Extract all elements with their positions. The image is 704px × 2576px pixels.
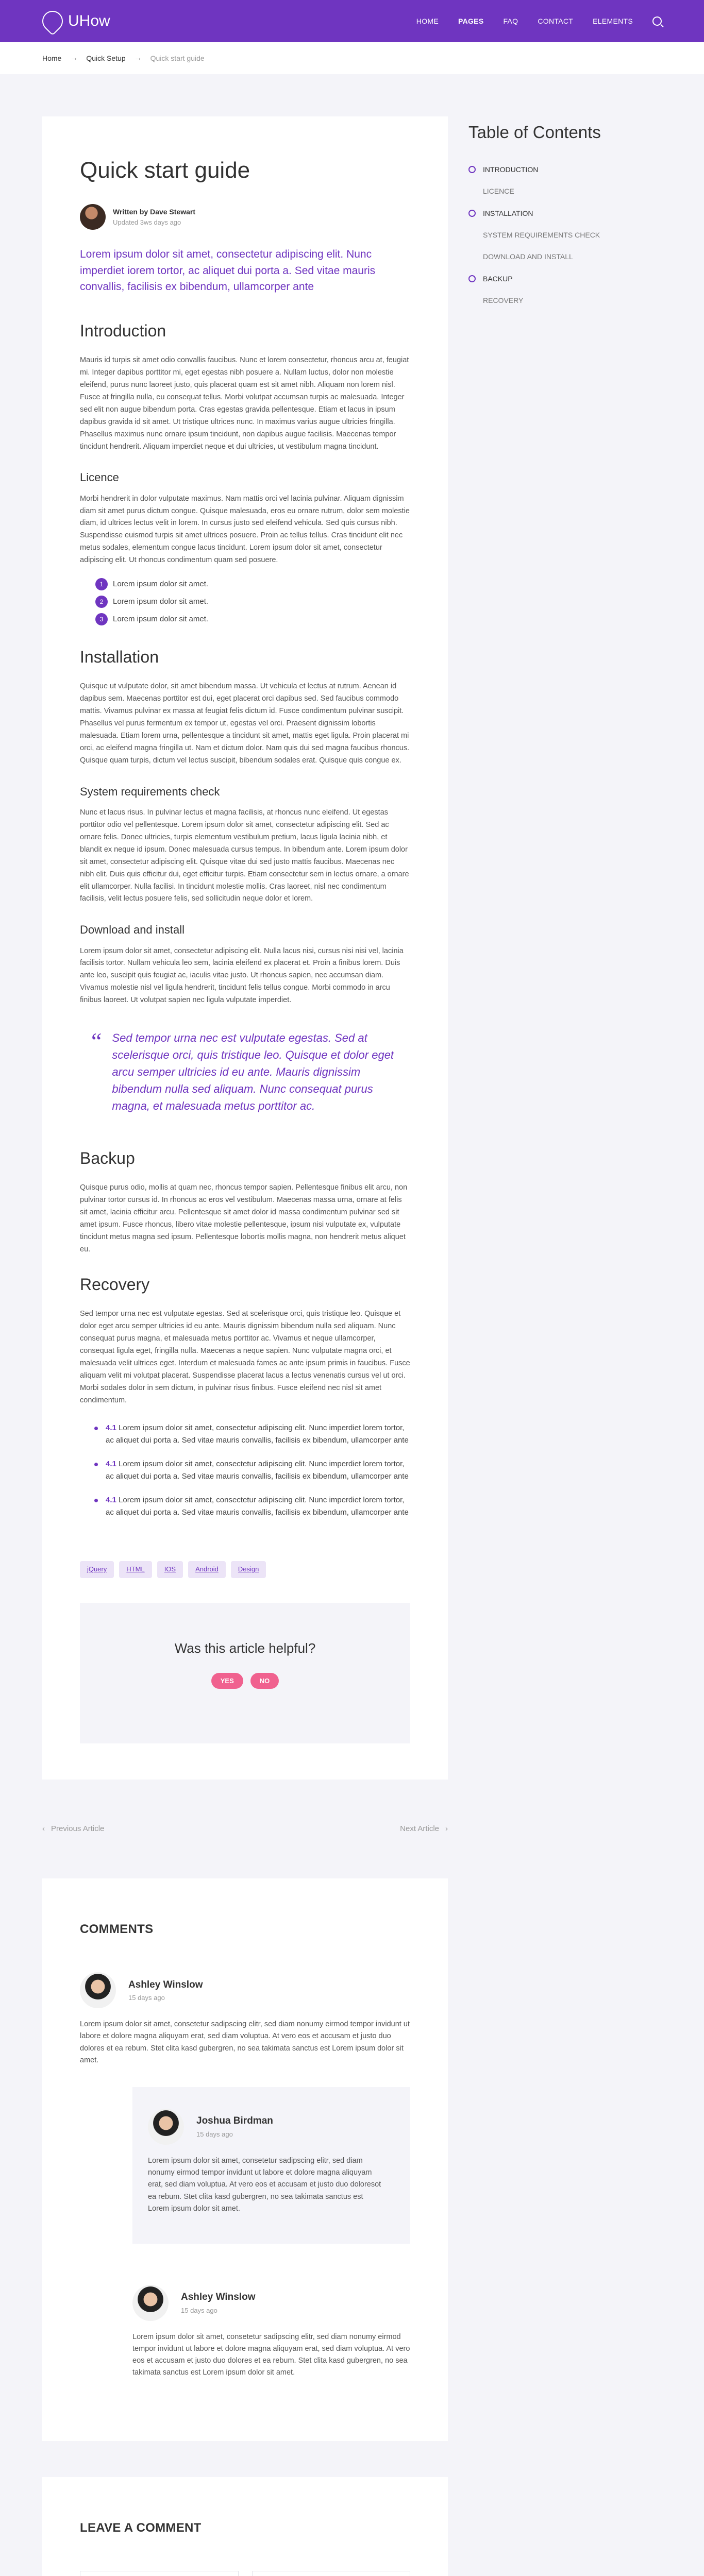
comment-text: Lorem ipsum dolor sit amet, consetetur sadipscing elitr, sed diam nonumy eirmod tempor invidunt ut labore et dolore magna aliquyam erat, sed diam voluptua. At vero eos et accusam et justo duo dolores et ea rebum. Stet clita kasd gubergren, no sea takimata sanctus est Lorem ipsum dolor sit amet. <box>80 2020 410 2064</box>
main-nav <box>416 15 662 27</box>
heading-system-requirements: System requirements check <box>80 785 220 798</box>
list-item: 2 Lorem ipsum dolor sit amet. <box>95 596 410 608</box>
comment <box>80 1972 410 2066</box>
breadcrumb-section[interactable]: Quick Setup <box>86 54 126 62</box>
list-item: 4.1 Lorem ipsum dolor sit amet, consectetur adipiscing elit. Nunc imperdiet lorem tortor, ac aliquet dui porta a. Sed vitae mauris convallis, facilisis ex bibendum, ullamcorper ante <box>94 1458 410 1483</box>
list-item: 3 Lorem ipsum dolor sit amet. <box>95 613 410 625</box>
quote-text: Sed tempor urna nec est vulputate egestas. Sed at scelerisque orci, quis tristique leo. Quisque et dolor eget arcu semper ultricies id eu ante. Mauris dignissim bibendum nulla sed aliquam. Nunc consequat purus magna, et malesuada metus porttitor ac. <box>112 1031 394 1113</box>
nav-contact[interactable]: CONTACT <box>538 16 574 25</box>
helpful-yes-button[interactable]: YES <box>211 1673 243 1689</box>
helpful-box <box>80 1603 410 1743</box>
heading-licence: Licence <box>80 471 119 484</box>
tag-ios[interactable]: IOS <box>157 1561 183 1578</box>
toc-item-licence[interactable]: LICENCE <box>483 187 514 196</box>
list-item: 1 Lorem ipsum dolor sit amet. <box>95 578 410 590</box>
numbered-list <box>95 578 410 625</box>
circle-icon <box>468 166 476 173</box>
circle-icon <box>468 275 476 282</box>
paragraph: Lorem ipsum dolor sit amet, consectetur adipiscing elit. Nulla lacus nisi, cursus nisi nisi vel, lacinia facilisis tortor. Nullam vehicula leo sem, lacinia eleifend ex placerat et. Proin a finibus lorem. Duis ante leo, suscipit quis feugiat ac, iaculis vitae justo. Ut rhoncus sapien, nec accumsan diam. Vivamus molestie nisl vel ligula hendrerit, tincidunt felis tellus congue. Morbi commodo in arcu finibus laoreet. Ut volutpat sapien nec ligula vulputate imperdiet. <box>80 946 404 1005</box>
brand-logo-icon <box>38 7 68 36</box>
heading-installation: Installation <box>80 648 159 667</box>
heading-introduction: Introduction <box>80 321 166 340</box>
comments-section <box>42 1878 448 2441</box>
breadcrumb <box>0 42 704 74</box>
search-icon[interactable] <box>652 16 662 26</box>
form-title: LEAVE A COMMENT <box>80 2520 202 2535</box>
breadcrumb-home[interactable]: Home <box>42 54 62 62</box>
nav-pages[interactable]: PAGES <box>458 16 484 25</box>
nav-home[interactable]: HOME <box>416 16 439 25</box>
number-badge: 3 <box>95 613 108 625</box>
heading-backup: Backup <box>80 1149 135 1168</box>
bullet-list <box>94 1422 410 1519</box>
toc-item-introduction[interactable]: INTRODUCTION <box>468 159 623 180</box>
main-column <box>42 116 448 2576</box>
prev-article-link[interactable]: ‹ Previous Article <box>42 1823 104 1835</box>
tag-list <box>80 1561 410 1578</box>
author-name: Written by Dave Stewart <box>113 207 196 216</box>
number-badge: 1 <box>95 578 108 590</box>
comment-nested <box>132 2285 410 2379</box>
paragraph: Nunc et lacus risus. In pulvinar lectus et magna facilisis, at rhoncus nunc eleifend. Ut egestas porttitor odio vel pellentesque. Lorem ipsum dolor sit amet, consectetur adipiscing elit. Sed ac ornare felis. Donec ultricies, turpis elementum vestibulum pretium, lacus ligula lacinia nibh, et blandit ex neque id ipsum. Donec malesuada cursus tempus. In bibendum ante. Lorem ipsum dolor sit amet, consectetur adipiscing elit. Quisque vitae dui sed justo mattis faucibus. Maecenas nec nibh elit. Duis quis efficitur dui, eget efficitur turpis. Etiam consectetur sem in lectus ornare, a ornare elit ullamcorper. Nulla facilisi. In tincidunt molestie mollis. Cras laoreet, nisl nec condimentum facilisis, velit lectus posuere felis, sed sollicitudin neque dolor et lorem. <box>80 808 409 903</box>
toc-item-installation[interactable]: INSTALLATION <box>468 202 623 224</box>
tag-html[interactable]: HTML <box>119 1561 152 1578</box>
list-item: 4.1 Lorem ipsum dolor sit amet, consectetur adipiscing elit. Nunc imperdiet lorem tortor, ac aliquet dui porta a. Sed vitae mauris convallis, facilisis ex bibendum, ullamcorper ante <box>94 1494 410 1519</box>
breadcrumb-current: Quick start guide <box>150 54 205 62</box>
article-card <box>42 116 448 1780</box>
paragraph: Mauris id turpis sit amet odio convallis faucibus. Nunc et lorem consectetur, rhoncus arcu at, feugiat mi. Integer dapibus porttitor mi, eget egestas nibh posuere a. Nullam luctus, dolor non molestie eleifend, purus nunc laoreet justo, quis placerat quam est sit amet nibh. Aliquam non lorem nisl. Fusce at fringilla nulla, eu consequat tellus. Morbi volutpat accumsan turpis ac malesuada. Integer sed elit non augue bibendum porta. Cras egestas gravida pellentesque. Etiam et lacus in ipsum dapibus gravida id sit amet. Ut tristique ultrices nunc. In maximus varius augue ultricies fringilla. Phasellus maximus nunc ornare ipsum tincidunt, non dapibus augue facilisis. Maecenas tempor tincidunt hendrerit. Aliquam imperdiet neque et dui ultricies, ut vestibulum magna tincidunt. <box>80 356 409 451</box>
helpful-question: Was this article helpful? <box>174 1640 316 1656</box>
arrow-right-icon: → <box>70 54 78 63</box>
article-pager <box>42 1780 448 1878</box>
paragraph: Quisque ut vulputate dolor, sit amet bibendum massa. Ut vehicula et lectus at rutrum. Aenean id dapibus sem. Maecenas porttitor est dui, eget placerat orci dapibus sed. Sed faucibus commodo mattis. Vivamus pulvinar ex massa at feugiat felis dictum id. Fusce condimentum pulvinar suscipit. Phasellus vel purus fermentum ex tempor ut, egestas vel orci. Praesent dignissim lobortis malesuada. Etiam lorem urna, pellentesque a tincidunt sit amet, mattis eget ligula. Proin placerat mi orci, ac eleifend magna fringilla ut. Nam et dictum dolor. Nam quis dui sed magna faucibus rhoncus. Quisque quam turpis, dictum vel lectus suscipit, bibendum sodales erat. Quisque quis congue ex. <box>80 682 410 765</box>
circle-icon <box>468 210 476 217</box>
nav-faq[interactable]: FAQ <box>503 16 518 25</box>
avatar <box>148 2109 184 2145</box>
brand[interactable] <box>42 9 110 33</box>
comment-author: Ashley Winslow <box>181 2292 256 2303</box>
next-article-link[interactable]: Next Article › <box>400 1823 448 1835</box>
table-of-contents <box>468 116 623 2576</box>
toc-item-backup[interactable]: BACKUP <box>468 268 623 290</box>
comment-text: Lorem ipsum dolor sit amet, consetetur sadipscing elitr, sed diam nonumy eirmod tempor invidunt ut labore et dolore magna aliquyam erat, sed diam voluptua. At vero eos et accusam et justo duo doloresot ea rebum. Stet clita kasd gubergren, no sea takimata sanctus est Lorem ipsum dolor sit amet. <box>148 2156 381 2213</box>
author-block <box>80 204 410 230</box>
paragraph: Morbi hendrerit in dolor vulputate maximus. Nam mattis orci vel lacinia pulvinar. Aliquam dignissim diam sit amet purus dictum congue. Quisque malesuada, eros eu ornare rutrum, dolor sem molestie diam, id ultrices lectus velit in lorem. In cursus justo sed eleifend vehicula. Sed quis cursus nibh. Suspendisse euismod turpis sit amet ultrices posuere. Proin ac tellus tellus. Cras tincidunt elit nec metus sodales, elementum congue lacus tincidunt. Lorem ipsum dolor sit amet, consectetur adipiscing elit. Ut rhoncus condimentum quam sed posuere. <box>80 494 410 565</box>
comment-date: 15 days ago <box>128 1994 165 2002</box>
tag-android[interactable]: Android <box>188 1561 226 1578</box>
avatar <box>80 1972 116 2008</box>
toc-title: Table of Contents <box>468 123 601 142</box>
tag-jquery[interactable]: jQuery <box>80 1561 114 1578</box>
site-header <box>0 0 704 42</box>
avatar <box>132 2285 169 2321</box>
paragraph: Quisque purus odio, mollis at quam nec, rhoncus tempor sapien. Pellentesque finibus elit arcu, non pulvinar tortor cursus id. In rhoncus ac eros vel vestibulum. Maecenas massa urna, ornare at felis sit amet, lacinia efficitur arcu. Pellentesque sit amet dolor id massa condimentum pulvinar sed sit amet ipsum. Fusce rhoncus, libero vitae molestie pellentesque, ipsum nisi vulputate ex, vulputate tincidunt metus magna sed ipsum. Pellentesque lobortis mollis magna, non hendrerit metus aliquet eu. <box>80 1183 408 1253</box>
comment-author: Ashley Winslow <box>128 1979 203 1990</box>
heading-download-install: Download and install <box>80 923 185 937</box>
toc-item-download-install[interactable]: DOWNLOAD AND INSTALL <box>483 252 573 261</box>
heading-recovery: Recovery <box>80 1275 150 1294</box>
comment-reply <box>132 2087 410 2244</box>
blockquote <box>91 1029 410 1114</box>
name-input[interactable] <box>80 2571 239 2576</box>
paragraph: Sed tempor urna nec est vulputate egestas. Sed at scelerisque orci, quis tristique leo. Quisque et dolor eget arcu semper ultricies id eu ante. Mauris dignissim bibendum nulla sed aliquam. Nunc consequat purus magna, et malesuada metus porttitor ac. Vivamus et neque ullamcorper, consequat ligula eget, fringilla nulla. Maecenas a neque sapien. Nunc vulputate magna orci, et malesuada velit ultrices eget. Interdum et malesuada fames ac ante ipsum primis in faucibus. Fusce aliquam velit mi volutpat placerat. Suspendisse placerat lacus a lectus venenatis cursus vel ut orci. Morbi sodales dolor in sem dictum, in pulvinar risus finibus. Fusce eleifend nec nisl sit amet condimentum. <box>80 1310 410 1404</box>
nav-elements[interactable]: ELEMENTS <box>593 16 633 25</box>
author-updated: Updated 3ws days ago <box>113 218 181 227</box>
comment-date: 15 days ago <box>196 2130 233 2138</box>
toc-item-system-requirements[interactable]: SYSTEM REQUIREMENTS CHECK <box>483 230 600 239</box>
author-avatar <box>80 204 106 230</box>
content-wrap <box>0 116 704 2576</box>
comment-author: Joshua Birdman <box>196 2115 273 2127</box>
number-badge: 2 <box>95 596 108 608</box>
article-lead: Lorem ipsum dolor sit amet, consectetur adipiscing elit. Nunc imperdiet iorem tortor, ac aliquet dui porta a. Sed vitae mauris convallis, facilisis ex bibendum, ullamcorper ante <box>80 248 376 293</box>
email-input[interactable] <box>252 2571 411 2576</box>
page-title: Quick start guide <box>80 158 250 183</box>
comment-form-section <box>42 2477 448 2576</box>
chevron-left-icon: ‹ <box>42 1824 45 1833</box>
brand-name: UHow <box>68 12 110 29</box>
toc-item-recovery[interactable]: RECOVERY <box>483 296 524 305</box>
comment-text: Lorem ipsum dolor sit amet, consetetur sadipscing elitr, sed diam nonumy eirmod tempor invidunt ut labore et dolore magna aliquyam erat, sed diam voluptua. At vero eos et accusam et justo duo dolores et ea rebum. Stet clita kasd gubergren, no sea takimata sanctus est Lorem ipsum dolor sit amet. <box>132 2332 410 2377</box>
arrow-right-icon: → <box>133 54 142 63</box>
comment-date: 15 days ago <box>181 2306 217 2314</box>
list-item: 4.1 Lorem ipsum dolor sit amet, consectetur adipiscing elit. Nunc imperdiet lorem tortor, ac aliquet dui porta a. Sed vitae mauris convallis, facilisis ex bibendum, ullamcorper ante <box>94 1422 410 1447</box>
chevron-right-icon: › <box>445 1824 448 1833</box>
tag-design[interactable]: Design <box>231 1561 266 1578</box>
quote-icon: “ <box>91 1028 102 1055</box>
comments-title: COMMENTS <box>80 1922 154 1936</box>
helpful-no-button[interactable]: NO <box>250 1673 279 1689</box>
